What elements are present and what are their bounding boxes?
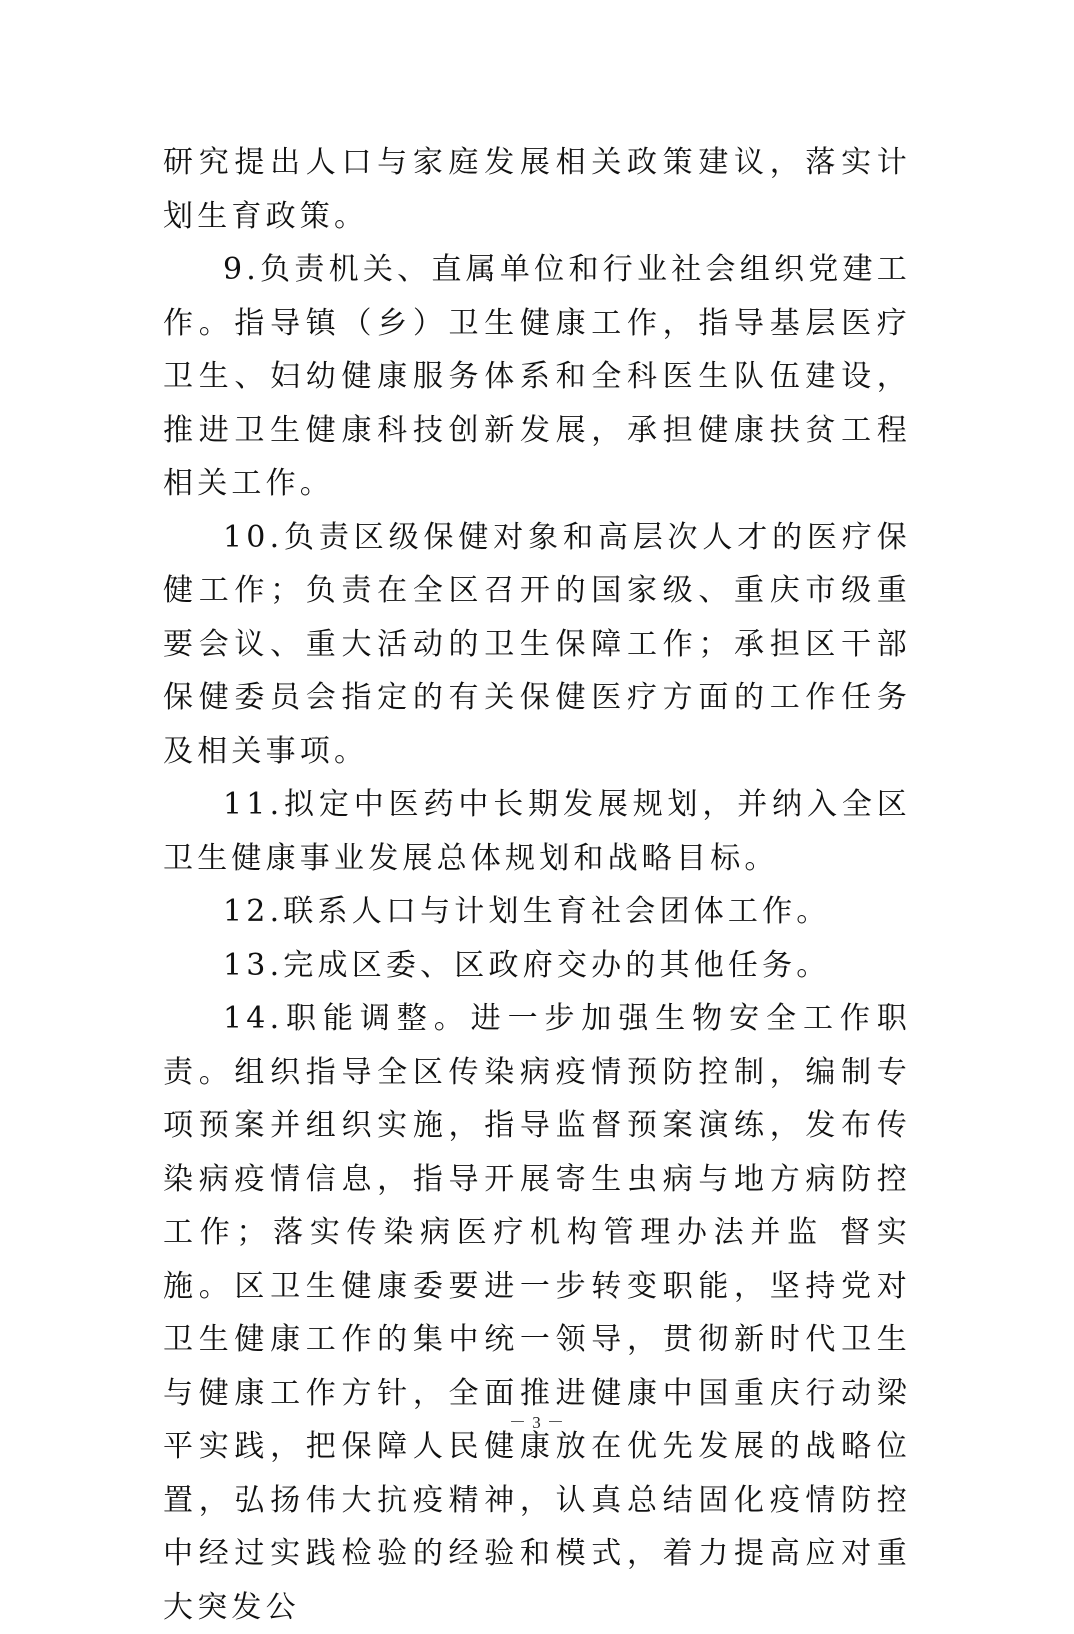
- paragraph-item-14: 14.职能调整。进一步加强生物安全工作职责。组织指导全区传染病疫情预防控制，编制专项预案并组织实施，指导监督预案演练，发布传染病疫情信息，指导开展寄生虫病与地方病防控工作；落实传染病医疗机构管理办法并监 督实施。区卫生健康委要进一步转变职能，坚持党对卫生健康工作的集中统一领导，贯彻新时代卫生与健康工作方针，全面推进健康中国重庆行动梁平实践，把保障人民健康放在优先发展的战略位置，弘扬伟大抗疫精神，认真总结固化疫情防控中经过实践检验的经验和模式，着力提高应对重大突发公: [163, 1001, 911, 1625]
- paragraph-continuation: 研究提出人口与家庭发展相关政策建议，落实计划生育政策。: [163, 145, 911, 234]
- paragraph-item-10: 10.负责区级保健对象和高层次人才的医疗保健工作；负责在全区召开的国家级、重庆市级重要会议、重大活动的卫生保障工作；承担区干部保健委员会指定的有关保健医疗方面的工作任务及相关事项。: [163, 519, 911, 769]
- page-number: － 3 －: [509, 1413, 565, 1432]
- paragraph-item-9: 9.负责机关、直属单位和行业社会组织党建工作。指导镇（乡）卫生健康工作，指导基层医疗卫生、妇幼健康服务体系和全科医生队伍建设，推进卫生健康科技创新发展，承担健康扶贫工程相关工作。: [163, 252, 911, 501]
- paragraph-item-12: 12.联系人口与计划生育社会团体工作。: [223, 894, 831, 929]
- paragraph-item-11: 11.拟定中医药中长期发展规划，并纳入全区卫生健康事业发展总体规划和战略目标。: [163, 787, 911, 876]
- paragraph-item-13: 13.完成区委、区政府交办的其他任务。: [223, 947, 831, 983]
